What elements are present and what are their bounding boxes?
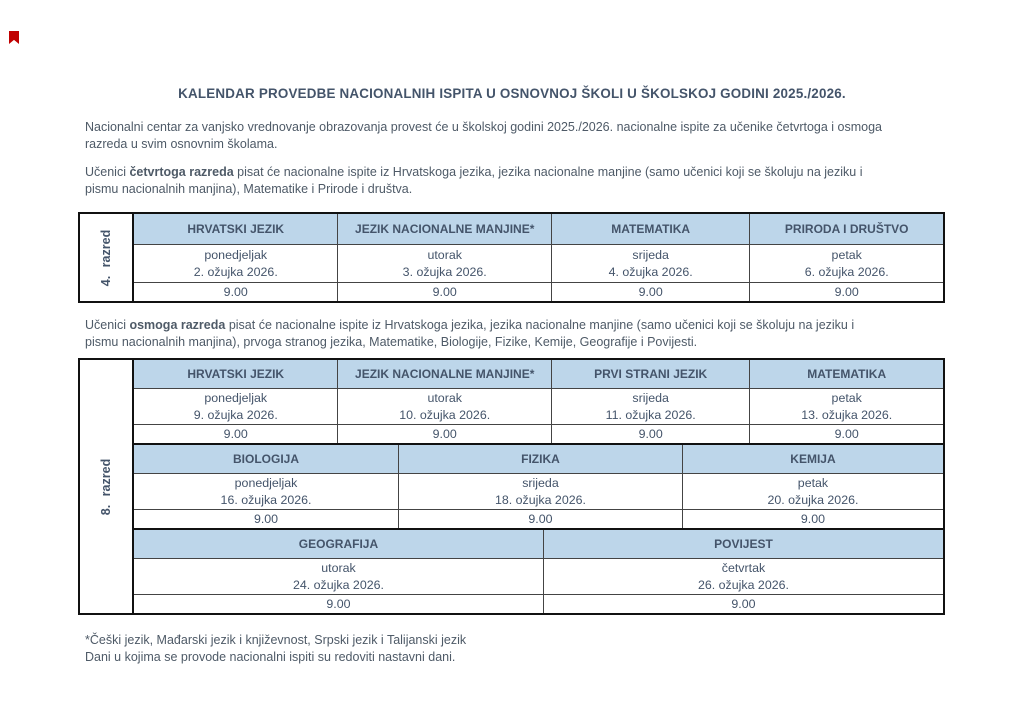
subject-header-kemija: KEMIJA (682, 445, 943, 474)
grade8-section-2 (134, 443, 943, 528)
exam-date-cell (398, 474, 682, 510)
exam-date-cell (337, 245, 550, 283)
exam-day: petak (797, 475, 829, 490)
subject-header-geografija: GEOGRAFIJA (134, 530, 543, 559)
exam-day: utorak (427, 390, 462, 405)
exam-day: utorak (427, 247, 462, 262)
intro-paragraph (85, 119, 985, 152)
exam-day: četvrtak (721, 560, 766, 575)
exam-date-cell (551, 245, 750, 283)
exam-date: 3. ožujka 2026. (402, 264, 487, 279)
exam-time: 9.00 (398, 510, 682, 528)
grade8-table-body (134, 360, 943, 613)
grade4-paragraph (85, 164, 985, 197)
grade8-paragraph-bold: osmoga razreda (129, 318, 226, 332)
subject-header-matematika: MATEMATIKA (749, 360, 943, 389)
subject-header-strani-jezik: PRVI STRANI JEZIK (551, 360, 750, 389)
exam-day: srijeda (632, 247, 669, 262)
exam-date: 4. ožujka 2026. (608, 264, 693, 279)
exam-day: ponedjeljak (234, 475, 298, 490)
exam-date: 6. ožujka 2026. (804, 264, 889, 279)
document-title: KALENDAR PROVEDBE NACIONALNIH ISPITA U OSNOVNOJ ŠKOLI U ŠKOLSKOJ GODINI 2025./2026. (178, 86, 846, 101)
exam-date: 18. ožujka 2026. (495, 492, 586, 507)
exam-date: 26. ožujka 2026. (698, 577, 789, 592)
footnote-line-2: Dani u kojima se provode nacionalni ispiti su redoviti nastavni dani. (85, 650, 456, 664)
subject-header-povijest: POVIJEST (543, 530, 943, 559)
exam-date: 9. ožujka 2026. (193, 407, 278, 422)
exam-date: 2. ožujka 2026. (193, 264, 278, 279)
grade4-row-header-cell (80, 214, 134, 301)
exam-time: 9.00 (337, 283, 550, 301)
grade8-paragraph-line-1 (85, 317, 985, 334)
exam-day: srijeda (632, 390, 669, 405)
footnote-line-1: *Češki jezik, Mađarski jezik i književnost, Srpski jezik i Talijanski jezik (85, 633, 467, 647)
exam-date: 16. ožujka 2026. (220, 492, 312, 507)
exam-time: 9.00 (337, 425, 550, 443)
grade8-row-header-cell (80, 360, 134, 613)
exam-day: ponedjeljak (204, 247, 268, 262)
exam-time: 9.00 (253, 512, 279, 526)
subject-header-hrvatski: HRVATSKI JEZIK (134, 360, 337, 389)
exam-date-cell (682, 474, 943, 510)
subject-header-hrvatski: HRVATSKI JEZIK (134, 214, 337, 245)
exam-time: 9.00 (682, 510, 943, 528)
exam-date-cell (749, 245, 943, 283)
subject-header-manjine: JEZIK NACIONALNE MANJINE* (337, 360, 550, 389)
subject-header-matematika: MATEMATIKA (551, 214, 750, 245)
exam-date: 13. ožujka 2026. (801, 407, 893, 422)
exam-time: 9.00 (551, 283, 750, 301)
grade4-section (134, 214, 943, 301)
exam-date-cell (749, 389, 943, 425)
grade4-paragraph-rest: pisat će nacionalne ispite iz Hrvatskoga jezika, jezika nacionalne manjine (samo učenici koji se školuju na jeziku i (233, 165, 863, 179)
exam-time: 9.00 (223, 285, 248, 299)
subject-header-priroda: PRIRODA I DRUŠTVO (749, 214, 943, 245)
intro-line-2: razreda u svim osnovnim školama. (85, 136, 278, 151)
exam-time: 9.00 (551, 425, 750, 443)
grade8-paragraph (85, 317, 985, 350)
exam-day: petak (831, 390, 862, 405)
grade4-exam-table (78, 212, 945, 303)
exam-date-cell (134, 245, 337, 283)
exam-time: 9.00 (749, 425, 943, 443)
grade8-paragraph-rest: pisat će nacionalne ispite iz Hrvatskoga jezika, jezika nacionalne manjine (samo učenici koji se školuju na jeziku i (225, 318, 855, 332)
grade4-table-body (134, 214, 943, 301)
grade4-paragraph-line-2: pismu nacionalnih manjina), Matematike i Prirode i društva. (85, 181, 413, 196)
exam-time: 9.00 (543, 595, 943, 613)
grade8-section-3 (134, 528, 943, 613)
grade8-section-1 (134, 360, 943, 443)
exam-day: ponedjeljak (204, 390, 268, 405)
exam-date: 11. ožujka 2026. (605, 407, 696, 422)
grade8-exam-table (78, 358, 945, 615)
exam-date-cell (134, 389, 337, 425)
intro-line-1: Nacionalni centar za vanjsko vrednovanje obrazovanja provest će u školskoj godini 2025./2026. nacionalne ispite za učenike četvrtoga i osmoga (85, 120, 883, 134)
grade8-paragraph-line-2: pismu nacionalnih manjina), prvoga stranog jezika, Matematike, Biologije, Fizike, Kemije, Geografije i Povijesti. (85, 334, 698, 349)
grade4-label: 4. razred (99, 229, 113, 286)
exam-date: 24. ožujka 2026. (293, 577, 384, 592)
grade4-paragraph-bold: četvrtoga razreda (129, 165, 234, 179)
exam-date: 20. ožujka 2026. (767, 492, 859, 507)
annotation-flag-icon[interactable] (9, 31, 19, 44)
subject-header-biologija: BIOLOGIJA (134, 445, 398, 474)
footnote (85, 632, 985, 666)
subject-header-fizika: FIZIKA (398, 445, 682, 474)
exam-date-cell (551, 389, 750, 425)
exam-date-cell (543, 559, 943, 595)
grade8-label: 8. razred (99, 458, 113, 515)
exam-day: utorak (321, 560, 356, 575)
exam-date-cell (134, 474, 398, 510)
subject-header-manjine: JEZIK NACIONALNE MANJINE* (337, 214, 550, 245)
exam-day: srijeda (522, 475, 559, 490)
exam-date: 10. ožujka 2026. (399, 407, 491, 422)
grade4-paragraph-prefix: Učenici (85, 165, 130, 179)
exam-time: 9.00 (749, 283, 943, 301)
exam-date-cell (134, 559, 543, 595)
exam-time: 9.00 (326, 597, 351, 611)
exam-time: 9.00 (223, 427, 248, 441)
exam-day: petak (831, 247, 862, 262)
exam-date-cell (337, 389, 550, 425)
grade4-paragraph-line-1 (85, 164, 985, 181)
grade8-paragraph-prefix: Učenici (85, 318, 130, 332)
